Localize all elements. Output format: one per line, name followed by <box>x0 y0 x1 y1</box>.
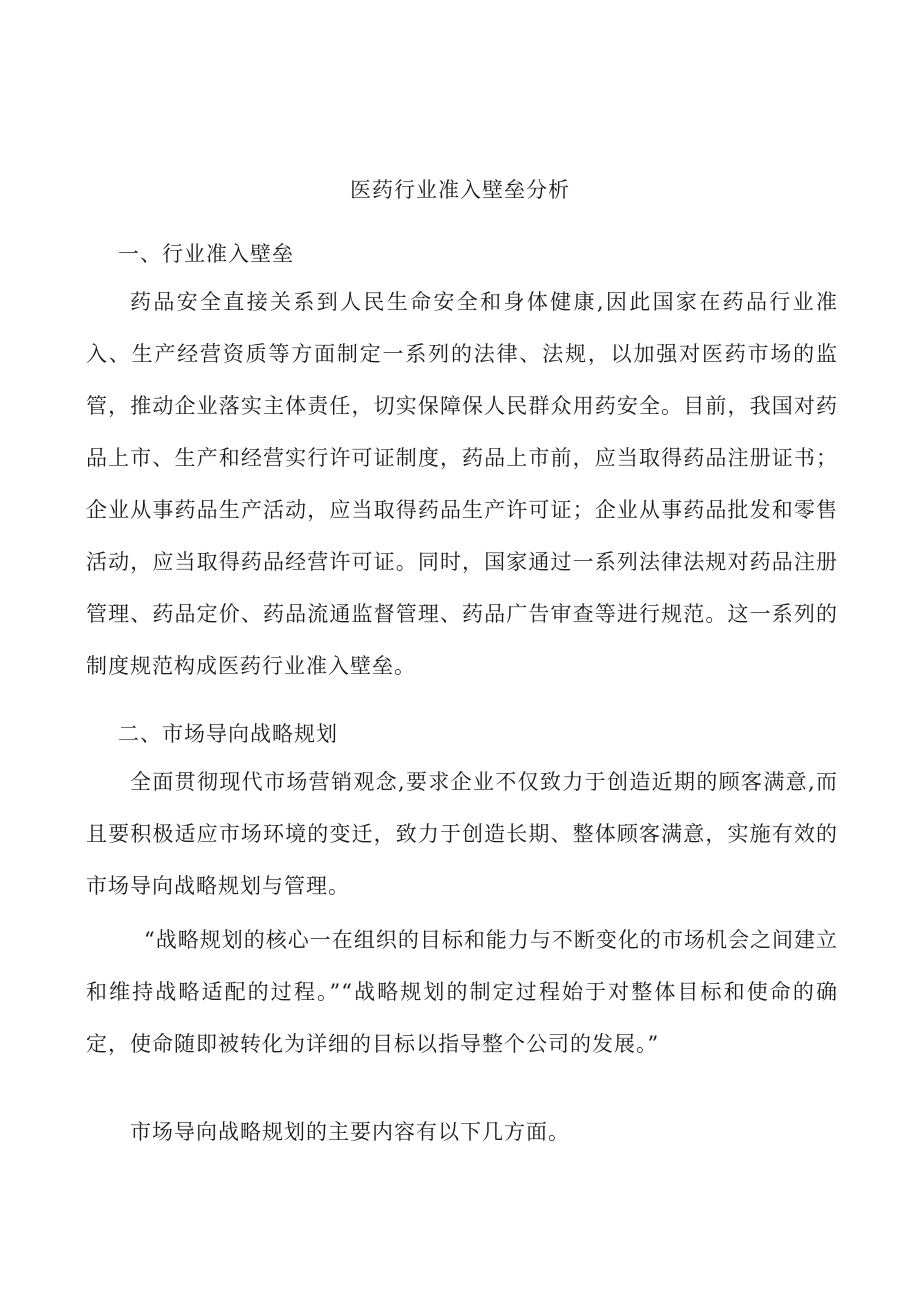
section-heading-entry-barriers: 一、行业准入壁垒 <box>118 242 294 266</box>
paragraph-strategy-quote: “战略规划的核心一在组织的目标和能力与不断变化的市场机会之间建立和维持战略适配的过程。”“战略规划的制定过程始于对整体目标和使命的确定，使命随即被转化为详细的目标以指导整个公司的发展。” <box>86 928 838 1056</box>
paragraph-entry-barriers: 药品安全直接关系到人民生命安全和身体健康,因此国家在药品行业准入、生产经营资质等方面制定一系列的法律、法规，以加强对医药市场的监管，推动企业落实主体责任，切实保障保人民群众用药安全。目前，我国对药品上市、生产和经营实行许可证制度，药品上市前，应当取得药品注册证书；企业从事药品生产活动，应当取得药品生产许可证；企业从事药品批发和零售活动，应当取得药品经营许可证。同时，国家通过一系列法律法规对药品注册管理、药品定价、药品流通监督管理、药品广告审查等进行规范。这一系列的制度规范构成医药行业准入壁垒。 <box>86 290 838 678</box>
document-title: 医药行业准入壁垒分析 <box>350 178 570 202</box>
section-heading-market-strategy: 二、市场导向战略规划 <box>118 722 338 746</box>
paragraph-strategy-contents: 市场导向战略规划的主要内容有以下几方面。 <box>130 1120 570 1144</box>
paragraph-market-orientation: 全面贯彻现代市场营销观念,要求企业不仅致力于创造近期的顾客满意,而且要积极适应市场环境的变迁，致力于创造长期、整体顾客满意，实施有效的市场导向战略规划与管理。 <box>86 770 838 898</box>
